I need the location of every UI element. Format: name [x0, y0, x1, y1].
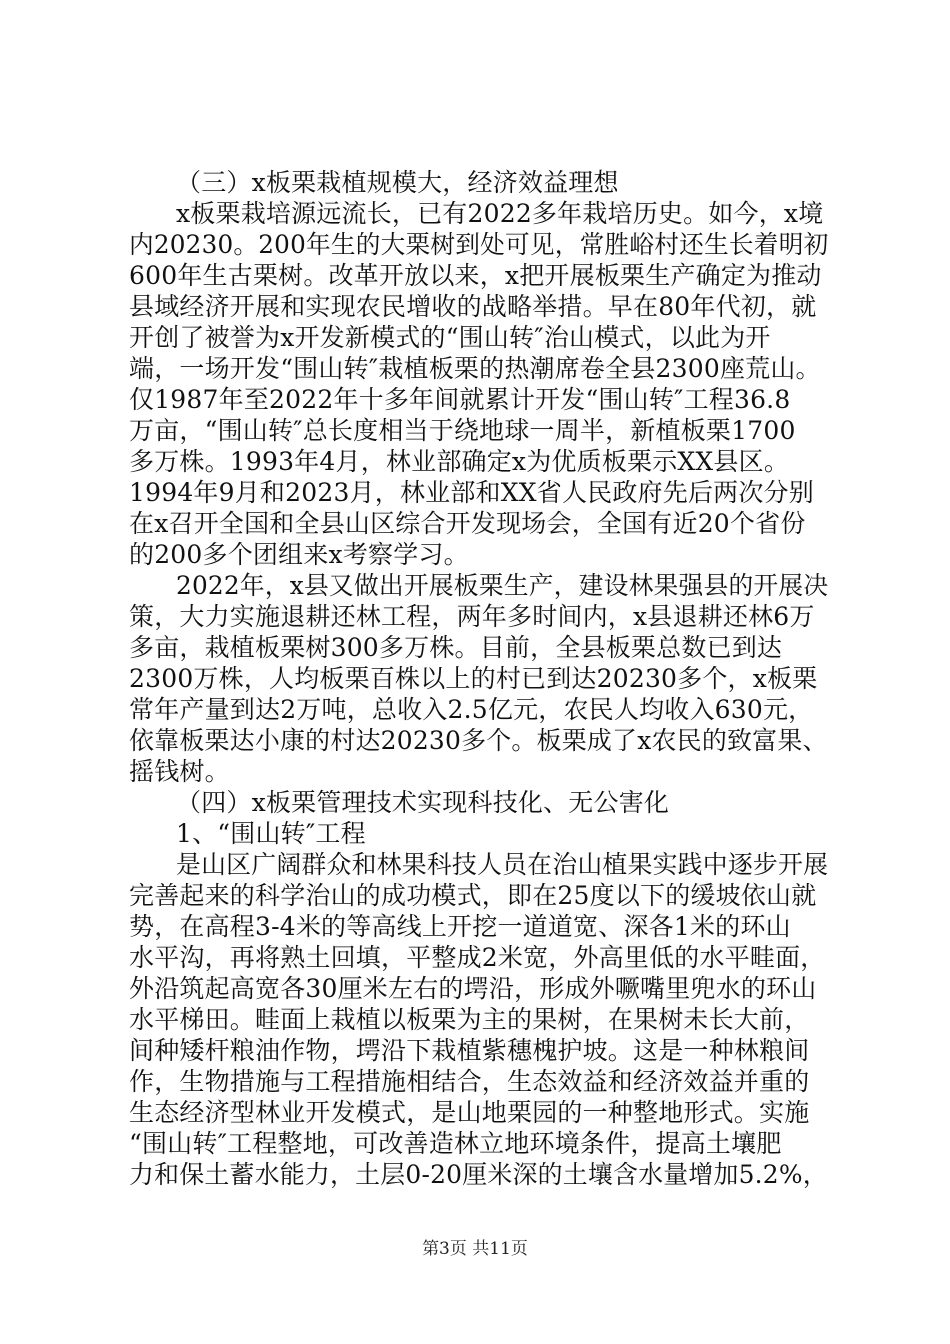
paragraph-line: 多万株。1993年4月，林业部确定x为优质板栗示XX县区。 — [129, 447, 790, 476]
paragraph-line: 内20230。200年生的大栗树到处可见，常胜峪村还生长着明初 — [129, 230, 829, 259]
paragraph-line: 完善起来的科学治山的成功模式，即在25度以下的缓坡依山就 — [129, 881, 817, 910]
paragraph-line: 县域经济开展和实现农民增收的战略举措。早在80年代初，就 — [129, 292, 817, 321]
section-heading-4: （四）x板栗管理技术实现科技化、无公害化 — [176, 788, 670, 817]
paragraph-line: 1994年9月和2023月，林业部和XX省人民政府先后两次分别 — [129, 478, 814, 507]
paragraph-line: 间种矮杆粮油作物，堮沿下栽植紫穗槐护坡。这是一种林粮间 — [129, 1036, 810, 1065]
paragraph-line: 万亩，“围山转″总长度相当于绕地球一周半，新植板栗1700 — [129, 416, 796, 445]
paragraph-line: 600年生古栗树。改革开放以来，x把开展板栗生产确定为推动 — [129, 261, 822, 290]
paragraph-line: 多亩，栽植板栗树300多万株。目前，全县板栗总数已到达 — [129, 633, 783, 662]
page-number-footer: 第3页 共11页 — [422, 1239, 528, 1259]
paragraph-line: 2022年，x县又做出开展板栗生产，建设林果强县的开展决 — [176, 571, 829, 600]
paragraph-line: 势，在高程3-4米的等高线上开挖一道道宽、深各1米的环山 — [129, 912, 791, 941]
paragraph-line: 2300万株，人均板栗百株以上的村已到达20230多个，x板栗 — [129, 664, 818, 693]
paragraph-line: 是山区广阔群众和林果科技人员在治山植果实践中逐步开展 — [176, 850, 829, 879]
paragraph-line: 水平梯田。畦面上栽植以板栗为主的果树，在果树未长大前， — [129, 1005, 810, 1034]
paragraph-line: 开创了被誉为x开发新模式的“围山转″治山模式，以此为开 — [129, 323, 771, 352]
paragraph-line: 外沿筑起高宽各30厘米左右的堮沿，形成外噘嘴里兜水的环山 — [129, 974, 817, 1003]
paragraph-line: 端，一场开发“围山转″栽植板栗的热潮席卷全县2300座荒山。 — [129, 354, 821, 383]
paragraph-line: 力和保土蓄水能力，土层0-20厘米深的土壤含水量增加5.2%， — [129, 1160, 828, 1189]
section-heading-3: （三）x板栗栽植规模大，经济效益理想 — [176, 168, 619, 197]
paragraph-line: 策，大力实施退耕还林工程，两年多时间内，x县退耕还林6万 — [129, 602, 815, 631]
paragraph-line: 作，生物措施与工程措施相结合，生态效益和经济效益并重的 — [129, 1067, 810, 1096]
paragraph-line: 依靠板栗达小康的村达20230多个。板栗成了x农民的致富果、 — [129, 726, 828, 755]
paragraph-line: 水平沟，再将熟土回填，平整成2米宽，外高里低的水平畦面， — [129, 943, 826, 972]
paragraph-line: “围山转″工程整地，可改善造林立地环境条件，提高土壤肥 — [129, 1129, 782, 1158]
paragraph-line: 摇钱树。 — [129, 757, 230, 786]
paragraph-line: 生态经济型林业开发模式，是山地栗园的一种整地形式。实施 — [129, 1098, 810, 1127]
subsection-heading: 1、“围山转″工程 — [176, 819, 366, 848]
paragraph-line: 常年产量到达2万吨，总收入2.5亿元，农民人均收入630元， — [129, 695, 814, 724]
paragraph-line: 的200多个团组来x考察学习。 — [129, 540, 469, 569]
paragraph-line: x板栗栽培源远流长，已有2022多年栽培历史。如今，x境 — [176, 199, 824, 228]
paragraph-line: 仅1987年至2022年十多年间就累计开发“围山转″工程36.8 — [129, 385, 791, 414]
paragraph-line: 在x召开全国和全县山区综合开发现场会，全国有近20个省份 — [129, 509, 806, 538]
